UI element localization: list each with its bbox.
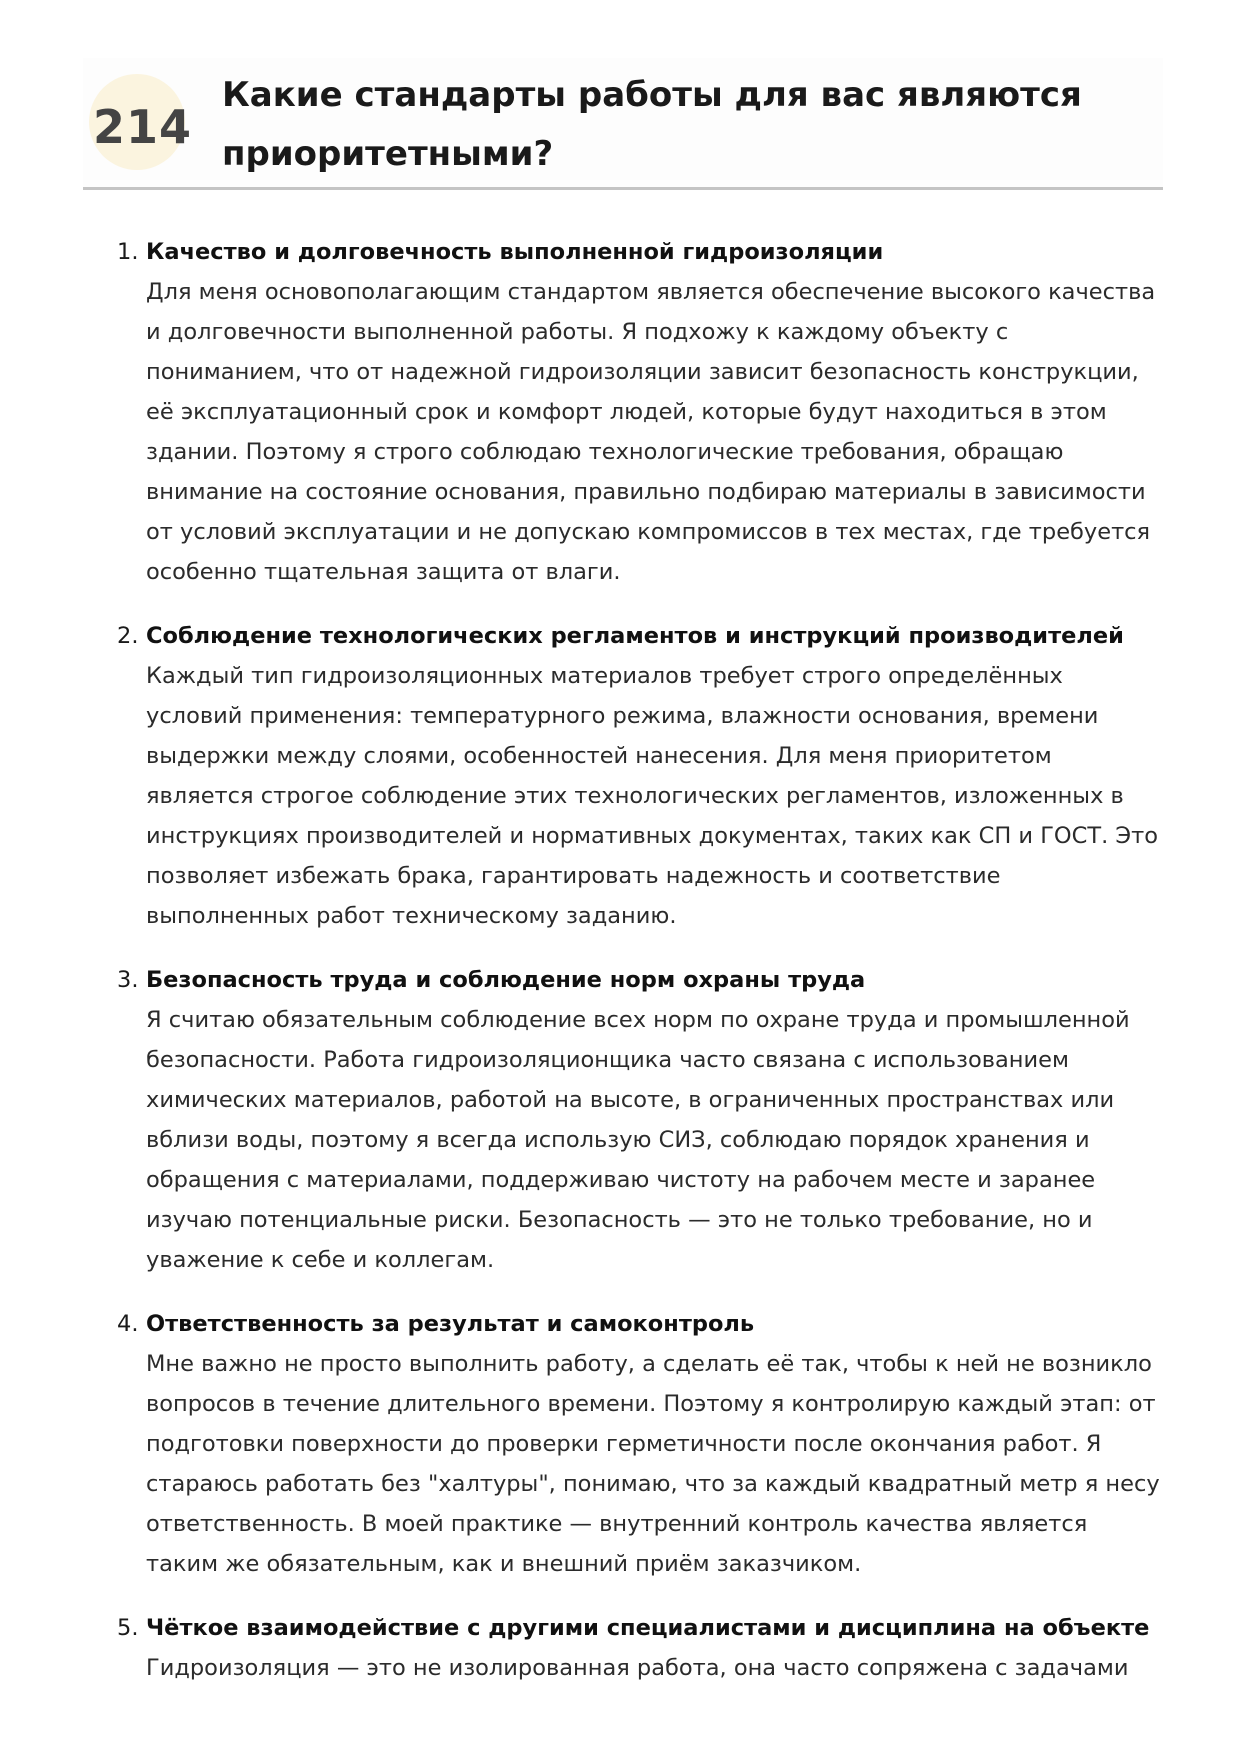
list-item-number: 1. (117, 239, 139, 265)
question-number-badge (89, 74, 193, 170)
list-item (0, 1608, 1239, 1688)
list-item-title: Качество и долговечность выполненной гидроизоляции (146, 239, 884, 265)
list-item-number: 2. (117, 623, 139, 649)
list-item-text: Каждый тип гидроизоляционных материалов требует строго определённых условий применения: температурного режима, влажности основания, времени выдержки между слоями, особенностей нанесения. Для меня приоритетом является строгое соблюдение этих технологических регламентов, изложенных в инструкциях производителей и нормативных документах, таких как СП и ГОСТ. Это позволяет избежать брака, гарантировать надежность и соответствие выполненных работ техническому заданию. (146, 663, 1158, 929)
list-item-text: Мне важно не просто выполнить работу, а сделать её так, чтобы к ней не возникло вопросов в течение длительного времени. Поэтому я контролирую каждый этап: от подготовки поверхности до проверки герметичности после окончания работ. Я стараюсь работать без "халтуры", понимаю, что за каждый квадратный метр я несу ответственность. В моей практике — внутренний контроль качества является таким же обязательным, как и внешний приём заказчиком. (146, 1351, 1160, 1577)
list-item-number: 4. (117, 1311, 139, 1337)
list-item-title: Соблюдение технологических регламентов и инструкций производителей (146, 623, 1124, 649)
list-item-text: Для меня основополагающим стандартом является обеспечение высокого качества и долговечности выполненной работы. Я подхожу к каждому объекту с пониманием, что от надежной гидроизоляции зависит безопасность конструкции, её эксплуатационный срок и комфорт людей, которые будут находиться в этом здании. Поэтому я строго соблюдаю технологические требования, обращаю внимание на состояние основания, правильно подбираю материалы в зависимости от условий эксплуатации и не допускаю компромиссов в тех местах, где требуется особенно тщательная защита от влаги. (146, 279, 1156, 585)
list-item (0, 960, 1239, 1280)
list-item-number: 3. (117, 967, 139, 993)
list-item-title: Ответственность за результат и самоконтроль (146, 1311, 755, 1337)
list-item-title: Безопасность труда и соблюдение норм охраны труда (146, 967, 866, 993)
list-item (0, 1304, 1239, 1584)
question-header (83, 58, 1163, 190)
question-number: 214 (93, 100, 193, 154)
list-item (0, 232, 1239, 592)
answer-list (0, 232, 1239, 1712)
list-item-number: 5. (117, 1615, 139, 1641)
list-item-text: Я считаю обязательным соблюдение всех норм по охране труда и промышленной безопасности. Работа гидроизоляционщика часто связана с использованием химических материалов, работой на высоте, в ограниченных пространствах или вблизи воды, поэтому я всегда использую СИЗ, соблюдаю порядок хранения и обращения с материалами, поддерживаю чистоту на рабочем месте и заранее изучаю потенциальные риски. Безопасность — это не только требование, но и уважение к себе и коллегам. (146, 1007, 1130, 1273)
list-item (0, 616, 1239, 936)
list-item-title: Чёткое взаимодействие с другими специалистами и дисциплина на объекте (146, 1615, 1150, 1641)
page-title: Какие стандарты работы для вас являются приоритетными? (222, 75, 1082, 174)
list-item-text: Гидроизоляция — это не изолированная работа, она часто сопряжена с задачами (146, 1655, 1129, 1681)
